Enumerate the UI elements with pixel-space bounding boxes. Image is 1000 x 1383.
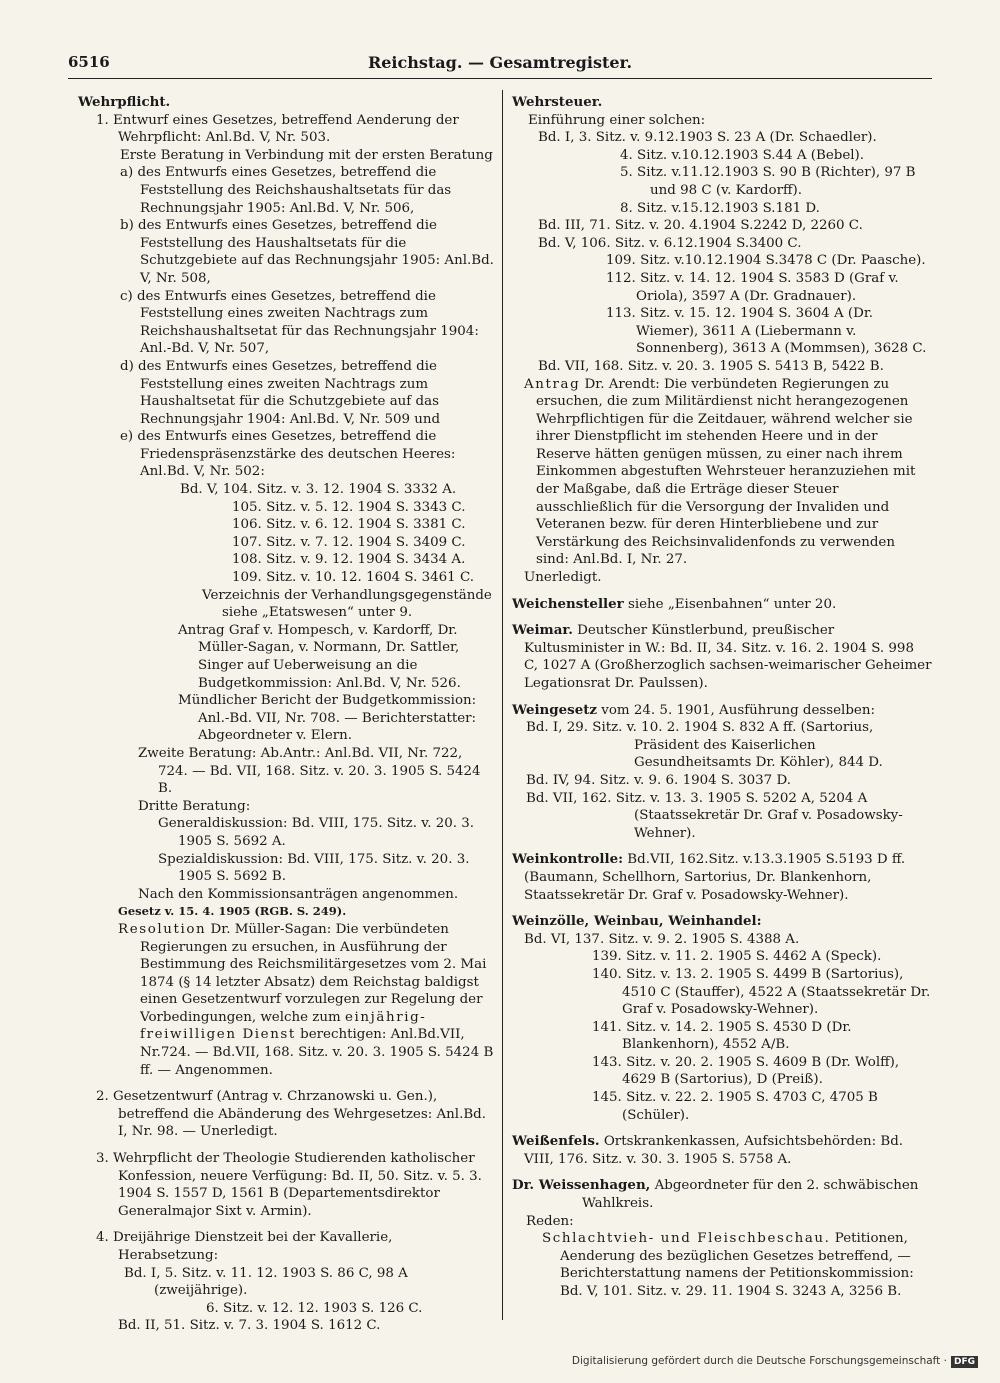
entry-item: 4. Dreijährige Dienstzeit bei der Kavallerie, Herabsetzung: [96, 1230, 393, 1263]
session-ref: 105. Sitz. v. 5. 12. 1904 S. 3343 C. [232, 499, 466, 515]
entry-item: 2. Gesetzentwurf (Antrag v. Chrzanowski u. Gen.), betreffend die Abänderung des Wehrgesetzes: Anl.Bd. I, Nr. 98. — Unerledigt. [96, 1089, 486, 1140]
session-ref: 109. Sitz. v. 10. 12. 1604 S. 3461 C. [232, 570, 474, 586]
session-ref: Bd. I, 29. Sitz. v. 10. 2. 1904 S. 832 A ff. (Sartorius, Präsident des Kaiserlichen Gesundheitsamts Dr. Köhler), 844 D. [526, 720, 883, 771]
session-ref: 8. Sitz. v.15.12.1903 S.181 D. [620, 200, 820, 216]
session-ref: Bd. V, 106. Sitz. v. 6.12.1904 S.3400 C. [538, 235, 802, 251]
session-ref: Bd. VII, 168. Sitz. v. 20. 3. 1905 S. 5413 B, 5422 B. [538, 358, 884, 374]
entry-subitem: e) des Entwurfs eines Gesetzes, betreffend die Friedenspräsenzstärke des deutschen Heeres: Anl.Bd. V, Nr. 502: [120, 429, 456, 480]
session-ref: 106. Sitz. v. 6. 12. 1904 S. 3381 C. [232, 517, 466, 533]
entry-subitem: d) des Entwurfs eines Gesetzes, betreffend die Feststellung eines zweiten Nachtrags zum Haushaltsetat für die Schutzgebiete auf das Rechnungsjahr 1904: Anl.Bd. V, Nr. 509 und [120, 358, 441, 427]
entry-text: Weinkontrolle: Bd.VII, 162.Sitz. v.13.3.1905 S.5193 D ff. (Baumann, Schellhorn, Sartorius, Dr. Blankenhorn, Staatssekretär Dr. Graf v. Posadowsky-Wehner). [512, 851, 906, 903]
session-ref: Bd. II, 51. Sitz. v. 7. 3. 1904 S. 1612 C. [118, 1318, 381, 1334]
session-ref: 112. Sitz. v. 14. 12. 1904 S. 3583 D (Graf v. Oriola), 3597 A (Dr. Gradnauer). [606, 270, 899, 304]
page-number: 6516 [68, 53, 110, 71]
session-ref: 145. Sitz. v. 22. 2. 1905 S. 4703 C, 4705 B (Schüler). [592, 1090, 878, 1123]
running-title: Reichstag. — Gesamtregister. [367, 53, 633, 72]
entry-text: Reden: [526, 1213, 574, 1229]
entry-text: Zweite Beratung: Ab.Antr.: Anl.Bd. VII, Nr. 722, 724. — Bd. VII, 168. Sitz. v. 20. 3. 1905 S. 5424 B. [138, 745, 481, 797]
column-divider [502, 90, 503, 1320]
entry-text: Weingesetz vom 24. 5. 1901, Ausführung desselben: [512, 701, 875, 718]
session-ref: Bd. IV, 94. Sitz. v. 9. 6. 1904 S. 3037 D. [526, 772, 791, 788]
entry-text: Weimar. Deutscher Künstlerbund, preußischer Kultusminister in W.: Bd. II, 34. Sitz. v. 16. 2. 1904 S. 998 C, 1027 A (Großherzoglich sachsen-weimarischer Geheimer Legationsrat Dr. Paulssen). [512, 622, 932, 691]
session-ref: 109. Sitz. v.10.12.1904 S.3478 C (Dr. Paasche). [606, 253, 926, 269]
entry-text: Antrag Graf v. Hompesch, v. Kardorff, Dr. Müller-Sagan, v. Normann, Dr. Sattler, Singer auf Ueberweisung an die Budgetkommission: Anl.Bd. V, Nr. 526. [178, 622, 461, 691]
entry-subitem: a) des Entwurfs eines Gesetzes, betreffend die Feststellung des Reichshaushaltsetats für das Rechnungsjahr 1905: Anl.Bd. V, Nr. 506, [120, 165, 452, 216]
entry-text: Dritte Beratung: [138, 798, 251, 814]
session-ref: Bd. V, 104. Sitz. v. 3. 12. 1904 S. 3332 A. [180, 482, 457, 498]
entry-text: Weißenfels. Ortskrankenkassen, Aufsichtsbehörden: Bd. VIII, 176. Sitz. v. 30. 3. 1905 S. 5758 A. [512, 1133, 904, 1167]
session-ref: Bd. I, 5. Sitz. v. 11. 12. 1903 S. 86 C, 98 A (zweijährige). [124, 1265, 408, 1299]
right-column [512, 94, 932, 1301]
entry-text: Dr. Weissenhagen, Abgeordneter für den 2. schwäbischen Wahlkreis. [512, 1177, 919, 1212]
session-ref: 139. Sitz. v. 11. 2. 1905 S. 4462 A (Speck). [592, 949, 882, 965]
entry-text: Spezialdiskussion: Bd. VIII, 175. Sitz. v. 20. 3. 1905 S. 5692 B. [158, 851, 470, 885]
entry-subitem: c) des Entwurfs eines Gesetzes, betreffend die Feststellung eines zweiten Nachtrags zum Reichshaushaltsetat für das Rechnungsjahr 1904: Anl.-Bd. V, Nr. 507, [120, 288, 479, 357]
session-ref: 107. Sitz. v. 7. 12. 1904 S. 3409 C. [232, 534, 466, 550]
entry-text: Verzeichnis der Verhandlungsgegenstände siehe „Etatswesen“ unter 9. [202, 587, 492, 621]
session-ref: 4. Sitz. v.10.12.1903 S.44 A (Bebel). [620, 147, 865, 163]
session-ref: Bd. VI, 137. Sitz. v. 9. 2. 1905 S. 4388 A. [524, 931, 800, 947]
entry-heading-weinzoelle: Weinzölle, Weinbau, Weinhandel: [512, 913, 762, 930]
entry-text: Generaldiskussion: Bd. VIII, 175. Sitz. v. 20. 3. 1905 S. 5692 A. [158, 816, 475, 849]
session-ref: Bd. VII, 162. Sitz. v. 13. 3. 1905 S. 5202 A, 5204 A (Staatssekretär Dr. Graf v. Posadowsky-Wehner). [526, 790, 903, 841]
session-ref: Bd. I, 3. Sitz. v. 9.12.1903 S. 23 A (Dr. Schaedler). [538, 130, 877, 146]
entry-text: Weichensteller siehe „Eisenbahnen“ unter 20. [512, 595, 837, 612]
session-ref: 6. Sitz. v. 12. 12. 1903 S. 126 C. [206, 1300, 423, 1316]
left-column [78, 94, 496, 1335]
entry-text: Einführung einer solchen: [528, 112, 706, 128]
status-text: Unerledigt. [524, 570, 602, 586]
entry-text: Erste Beratung in Verbindung mit der ersten Beratung [120, 147, 493, 163]
entry-heading-wehrsteuer: Wehrsteuer. [512, 94, 603, 110]
entry-item: 1. Entwurf eines Gesetzes, betreffend Aenderung der Wehrpflicht: Anl.Bd. V, Nr. 503. [96, 112, 459, 146]
session-ref: 140. Sitz. v. 13. 2. 1905 S. 4499 B (Sartorius), 4510 C (Stauffer), 4522 A (Staatssekretär Dr. Graf v. Posadowsky-Wehner). [592, 966, 931, 1018]
resolution-text: Resolution Dr. Müller-Sagan: Die verbündeten Regierungen zu ersuchen, in Ausführung der Bestimmung des Reichsmilitärgesetzes vom 2. Mai 1874 (§ 14 letzter Absatz) dem Reichstag baldigst einen Gesetzentwurf vorzulegen zur Regelung der Vorbedingungen, welche zum einjährig-freiwilligen Dienst berechtigen: Anl.Bd.VII, Nr.724. — Bd.VII, 168. Sitz. v. 20. 3. 1905 S. 5424 B ff. — Angenommen. [118, 921, 494, 1078]
page-header [68, 50, 932, 79]
dfg-logo: DFG [951, 1356, 978, 1368]
entry-text: Mündlicher Bericht der Budgetkommission: Anl.-Bd. VII, Nr. 708. — Berichterstatter: Abgeordneter v. Elern. [178, 693, 477, 744]
entry-heading-wehrpflicht: Wehrpflicht. [78, 94, 171, 110]
entry-item: 3. Wehrpflicht der Theologie Studierenden katholischer Konfession, neuere Verfügung: Bd. II, 50. Sitz. v. 5. 3. 1904 S. 1557 D, 1561 B (Departementsdirektor Generalmajor Sixt v. Armin). [96, 1151, 482, 1219]
session-ref: 5. Sitz. v.11.12.1903 S. 90 B (Richter), 97 B und 98 C (v. Kardorff). [620, 165, 916, 198]
law-reference: Gesetz v. 15. 4. 1905 (RGB. S. 249). [118, 904, 347, 919]
session-ref: 108. Sitz. v. 9. 12. 1904 S. 3434 A. [232, 552, 466, 568]
speech-entry: Schlachtvieh- und Fleischbeschau. Petitionen, Aenderung des bezüglichen Gesetzes betreffend, — Berichterstattung namens der Petitionskommission: Bd. V, 101. Sitz. v. 29. 11. 1904 S. 3243 A, 3256 B. [542, 1231, 914, 1299]
session-ref: 143. Sitz. v. 20. 2. 1905 S. 4609 B (Dr. Wolff), 4629 B (Sartorius), D (Preiß). [592, 1054, 900, 1088]
motion-text: Antrag Dr. Arendt: Die verbündeten Regierungen zu ersuchen, die zum Militärdienst nicht herangezogenen Wehrpflichtigen für die Zeitdauer, während welcher sie ihrer Dienstpflicht im stehenden Heere und in der Reserve hätten genügen müssen, zu einer nach ihrem Einkommen abgestuften Wehrsteuer heranzuziehen mit der Maßgabe, daß die Erträge dieser Steuer ausschließlich für die Versorgung der Invaliden und Veteranen bezw. für deren Hinterbliebene und zur Verstärkung des Reichsinvalidenfonds zu verwenden sind: Anl.Bd. I, Nr. 27. [524, 376, 916, 568]
entry-text: Nach den Kommissionsanträgen angenommen. [138, 886, 459, 902]
session-ref: 141. Sitz. v. 14. 2. 1905 S. 4530 D (Dr. Blankenhorn), 4552 A/B. [592, 1019, 852, 1053]
session-ref: 113. Sitz. v. 15. 12. 1904 S. 3604 A (Dr. Wiemer), 3611 A (Liebermann v. Sonnenberg), 3613 A (Mommsen), 3628 C. [606, 306, 927, 357]
session-ref: Bd. III, 71. Sitz. v. 20. 4.1904 S.2242 D, 2260 C. [538, 218, 863, 234]
digitization-credit: Digitalisierung gefördert durch die Deutsche Forschungsgemeinschaft · DFG [572, 1353, 978, 1371]
entry-subitem: b) des Entwurfs eines Gesetzes, betreffend die Feststellung des Haushaltsetats für die Schutzgebiete auf das Rechnungsjahr 1905: Anl.Bd. V, Nr. 508, [120, 218, 494, 286]
